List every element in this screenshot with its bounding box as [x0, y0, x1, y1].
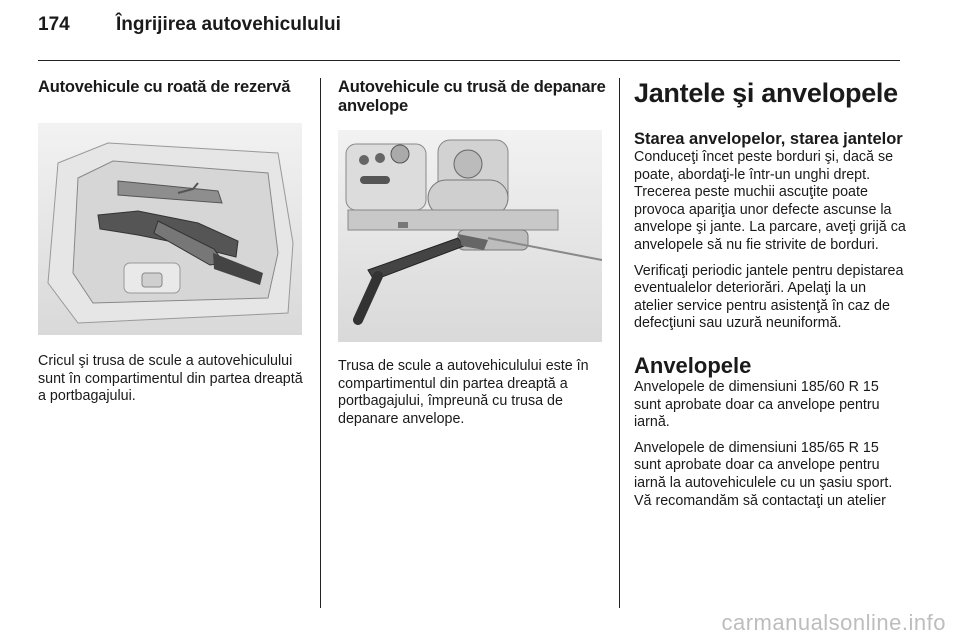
- spare-wheel-caption: Cricul şi trusa de scule a autovehiculului sunt în compartimentul din partea dreaptă a portbagajului.: [38, 353, 303, 405]
- column-spare-wheel: [38, 78, 306, 406]
- header-rule: [38, 60, 900, 61]
- repair-kit-heading: Autovehicule cu trusă de depanare anvelope: [338, 78, 606, 115]
- jack-toolkit-illustration: [38, 123, 302, 335]
- tyre-condition-paragraph-1: Conduceţi încet peste borduri şi, dacă se poate, abordaţi-le într-un unghi drept. Trecerea peste muchii ascuţite poate provoca apariţia unor defecte ascunse la anvelope şi jante. La parcare, aveţi grijă ca anvelopele să nu fie strivite de borduri.: [634, 149, 906, 253]
- tyres-paragraph-2: Anvelopele de dimensiuni 185/65 R 15 sunt aprobate doar ca anvelope pentru iarnă la autovehiculele cu un şasiu sport. Vă recomandăm să contactaţi un atelier: [634, 439, 893, 509]
- tyres-heading: Anvelopele: [634, 352, 752, 378]
- column-wheels-tyres: [634, 78, 906, 510]
- column-divider-1: [320, 78, 321, 608]
- tyre-condition-heading: Starea anvelopelor, starea jantelor: [634, 130, 903, 148]
- tyres-paragraph-1: Anvelopele de dimensiuni 185/60 R 15 sunt aprobate doar ca anvelope pentru iarnă.: [634, 378, 880, 431]
- tyre-condition-paragraph-2: Verificaţi periodic jantele pentru depistarea eventualelor deteriorări. Apelaţi la un atelier service pentru asistenţă în caz de defecţiuni sau uzură neuniformă.: [634, 262, 904, 332]
- repair-kit-caption: Trusa de scule a autovehiculului este în compartimentul din partea dreaptă a portbagajului, împreună cu trusa de depanare anvelope.: [338, 358, 589, 427]
- repair-kit-illustration: [338, 130, 602, 342]
- spare-wheel-heading: Autovehicule cu roată de rezervă: [38, 78, 291, 96]
- column-divider-2: [619, 78, 620, 608]
- chapter-title: Îngrijirea autovehiculului: [116, 14, 341, 35]
- watermark: carmanualsonline.info: [721, 610, 946, 635]
- page-number: 174: [38, 14, 70, 35]
- wheels-tyres-title: Jantele şi anvelopele: [634, 78, 898, 108]
- column-repair-kit: [338, 78, 606, 428]
- page-header: [38, 14, 341, 54]
